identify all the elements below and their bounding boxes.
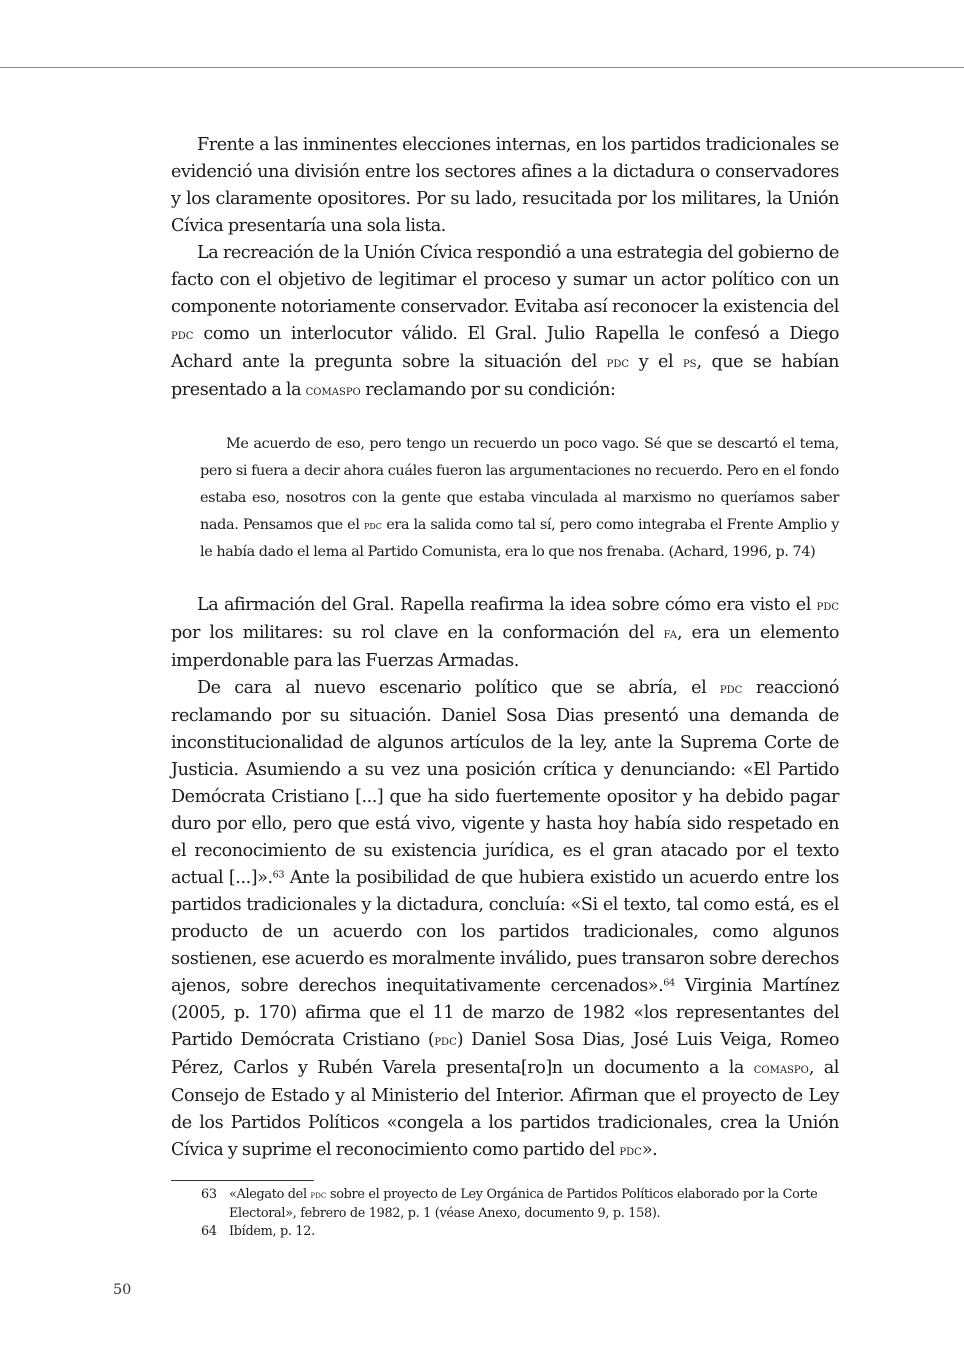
paragraph-1: Frente a las inminentes elecciones internas, en los partidos tradicionales se evidenció una división entre los sectores afines a la dictadura o conservadores y los claramente opositores. Por su lado, resucitada por los militares, la Unión Cívica presentaría una sola lista. xyxy=(171,135,839,236)
footnote-number: 64 xyxy=(201,1224,217,1239)
paragraph-4: De cara al nuevo escenario político que se abría, el pdc reaccionó reclamando por su situación. Daniel Sosa Dias presentó una demanda de inconstitucionalidad de algunos artículos de la ley, ante la Suprema Corte de Justicia. Asumiendo a su vez una posición crítica y denunciando: «El Partido Demócrata Cristiano [...] que ha sido fuertemente opositor y ha debido pagar duro por ello, pero que está vivo, vigente y hasta hoy había sido respetado en el reconocimiento de su existencia jurídica, es el gran atacado por el texto actual [...]».$^{63}$ Ante la posibilidad de que hubiera existido un acuerdo entre los partidos tradicionales y la dictadura, concluía: «Si el texto, tal como está, es el producto de un acuerdo con los partidos tradicionales, como algunos sostienen, ese acuerdo es moralmente inválido, pues transaron sobre derechos ajenos, sobre derechos inequitativamente cercenados».$^{64}$ Virginia Martínez (2005, p. 170) afirma que el 11 de marzo de 1982 «los representantes del Partido Demócrata Cristiano (pdc) Daniel Sosa Dias, José Luis Veiga, Romeo Pérez, Carlos y Rubén Varela presenta[ro]n un documento a la comaspo, al Consejo de Estado y al Ministerio del Interior. Afirman que el proyecto de Ley de los Partidos Políticos «congela a los partidos tradicionales, crea la Unión Cívica y suprime el reconocimiento como partido del pdc». xyxy=(171,678,840,1160)
body-text xyxy=(171,132,839,1165)
acronym-pdc: pdc xyxy=(310,1190,327,1201)
header-rule xyxy=(0,67,964,68)
acronym-pdc: pdc xyxy=(606,355,630,371)
footnote-separator xyxy=(171,1180,314,1181)
footnotes xyxy=(201,1186,841,1241)
footnote-text: «Alegato del pdc sobre el proyecto de Ley Orgánica de Partidos Políticos elaborado por la Corte Electoral», febrero de 1982, p. 1 (véase Anexo, documento 9, p. 158). xyxy=(229,1187,818,1221)
acronym-comaspo: comaspo xyxy=(753,1061,809,1077)
footnote-number: 63 xyxy=(201,1187,217,1202)
page-number: 50 xyxy=(113,1282,132,1298)
acronym-pdc: pdc xyxy=(171,327,194,343)
footnote-text: Ibídem, p. 12. xyxy=(229,1224,315,1239)
paragraph-3: La afirmación del Gral. Rapella reafirma la idea sobre cómo era visto el pdc por los militares: su rol clave en la conformación del fa, era un elemento imperdonable para las Fuerzas Armadas. xyxy=(171,595,840,671)
acronym-pdc: pdc xyxy=(363,519,382,532)
footnote-ref-64[interactable]: 64 xyxy=(663,977,675,989)
acronym-pdc: pdc xyxy=(816,598,839,614)
footnote-63 xyxy=(201,1186,841,1223)
footnote-ref-63[interactable]: 63 xyxy=(272,869,285,881)
block-quote: Me acuerdo de eso, pero tengo un recuerdo un poco vago. Sé que se descartó el tema, pero si fuera a decir ahora cuáles fueron las argumentaciones no recuerdo. Pero en el fondo estaba eso, nosotros con la gente que estaba vinculada al marxismo no queríamos saber nada. Pensamos que el pdc era la salida como tal sí, pero como integraba el Frente Amplio y le había dado el lema al Partido Comunista, era lo que nos frenaba. (Achard, 1996, p. 74) xyxy=(200,436,839,560)
footnote-64 xyxy=(201,1223,841,1241)
acronym-pdc: pdc xyxy=(434,1033,457,1049)
acronym-pdc: pdc xyxy=(719,681,743,697)
acronym-fa: fa xyxy=(663,626,677,642)
paragraph-2: La recreación de la Unión Cívica respondió a una estrategia del gobierno de facto con el objetivo de legitimar el proceso y sumar un actor político con un componente notoriamente conservador. Evitaba así reconocer la existencia del pdc como un interlocutor válido. El Gral. Julio Rapella le confesó a Diego Achard ante la pregunta sobre la situación del pdc y el ps, que se habían presentado a la comaspo reclamando por su condición: xyxy=(171,243,839,400)
acronym-ps: ps xyxy=(682,355,697,371)
acronym-pdc: pdc xyxy=(619,1143,642,1159)
acronym-comaspo: comaspo xyxy=(305,383,361,399)
